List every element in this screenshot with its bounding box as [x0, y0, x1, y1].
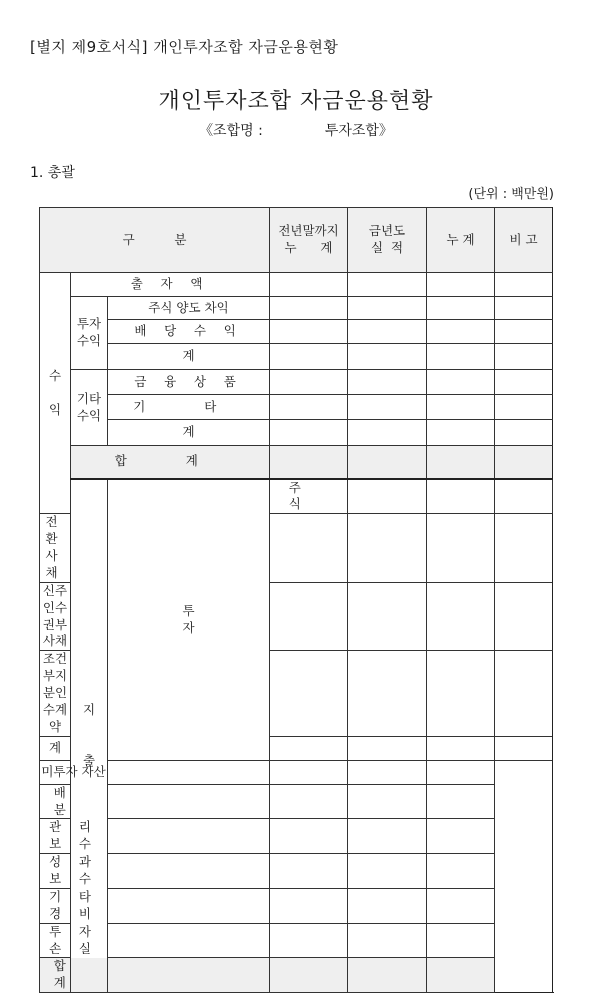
- cell-cumulative[interactable]: [348, 784, 427, 819]
- cell-prev[interactable]: [108, 923, 270, 958]
- cell-cumulative[interactable]: [427, 320, 495, 344]
- income-group-label: 수 익: [40, 273, 71, 514]
- row-label-cb: 전 환 사 채: [40, 514, 71, 583]
- cell-remarks[interactable]: [495, 395, 553, 420]
- cell-current[interactable]: [348, 395, 427, 420]
- cell-prev[interactable]: [270, 297, 348, 320]
- cell-remarks[interactable]: [495, 651, 553, 736]
- table-row: [40, 297, 553, 320]
- cell-remarks[interactable]: [495, 420, 553, 446]
- table-row: [40, 395, 553, 420]
- cell-prev[interactable]: [270, 514, 348, 583]
- expense-invest-group-label: 투 자: [108, 479, 270, 761]
- cell-cumulative[interactable]: [348, 819, 427, 854]
- table-row: [40, 344, 553, 370]
- header-prev-cumulative: 전년말까지 누 계: [270, 208, 348, 273]
- cell-remarks[interactable]: [495, 273, 553, 297]
- table-row: [40, 819, 553, 854]
- cell-cumulative[interactable]: [427, 395, 495, 420]
- union-name-line: [0, 120, 592, 140]
- header-category: 구 분: [40, 208, 270, 273]
- table-row: [40, 760, 553, 784]
- cell-current[interactable]: [348, 344, 427, 370]
- header-row: [40, 208, 553, 273]
- cell-cumulative[interactable]: [427, 344, 495, 370]
- cell-cumulative[interactable]: [427, 736, 495, 760]
- cell-cumulative[interactable]: [348, 760, 427, 784]
- cell-prev[interactable]: [108, 958, 270, 993]
- cell-cumulative[interactable]: [427, 582, 495, 651]
- row-label-investment-loss: 투 자 손 실: [40, 923, 108, 958]
- cell-current[interactable]: [427, 479, 495, 514]
- cell-current[interactable]: [348, 446, 427, 479]
- cell-prev[interactable]: [270, 420, 348, 446]
- row-label-other-expense: 기 타 경 비: [40, 888, 108, 923]
- table-row: [40, 854, 553, 889]
- table-row: [40, 420, 553, 446]
- form-label: [별지 제9호서식] 개인투자조합 자금운용현황: [30, 38, 339, 56]
- cell-prev[interactable]: [270, 273, 348, 297]
- cell-current[interactable]: [348, 320, 427, 344]
- table-row: [40, 273, 553, 297]
- header-current-year: 금년도 실 적: [348, 208, 427, 273]
- cell-remarks[interactable]: [427, 958, 495, 993]
- cell-cumulative[interactable]: [427, 514, 495, 583]
- table-row: [40, 370, 553, 395]
- cell-current[interactable]: [348, 582, 427, 651]
- table-row: [40, 923, 553, 958]
- cell-prev[interactable]: [270, 320, 348, 344]
- cell-remarks[interactable]: [495, 370, 553, 395]
- cell-prev[interactable]: [270, 344, 348, 370]
- row-label-income-total: 합 계: [71, 446, 270, 479]
- cell-current[interactable]: [270, 888, 348, 923]
- cell-current[interactable]: [270, 760, 348, 784]
- cell-current[interactable]: [270, 819, 348, 854]
- cell-current[interactable]: [348, 370, 427, 395]
- cell-cumulative[interactable]: [348, 854, 427, 889]
- fund-status-table: [39, 207, 553, 993]
- cell-prev[interactable]: [270, 370, 348, 395]
- cell-cumulative[interactable]: [427, 420, 495, 446]
- cell-current[interactable]: [348, 273, 427, 297]
- row-label-expense-total: 합 계: [40, 958, 108, 993]
- cell-cumulative[interactable]: [427, 297, 495, 320]
- union-name-suffix: 투자조합》: [324, 123, 393, 139]
- cell-current[interactable]: [348, 420, 427, 446]
- cell-remarks[interactable]: [495, 344, 553, 370]
- cell-prev[interactable]: [270, 446, 348, 479]
- cell-cumulative[interactable]: [348, 923, 427, 958]
- cell-remarks[interactable]: [495, 446, 553, 479]
- row-label-performance-fee: 성 과 보 수: [40, 854, 108, 889]
- cell-current[interactable]: [348, 297, 427, 320]
- cell-remarks[interactable]: [427, 784, 495, 819]
- cell-current[interactable]: [348, 736, 427, 760]
- row-label-invest-subtotal: 계: [40, 736, 71, 760]
- cell-prev[interactable]: [108, 854, 270, 889]
- cell-remarks[interactable]: [427, 760, 495, 784]
- cell-prev[interactable]: [108, 784, 270, 819]
- cell-remarks[interactable]: [495, 736, 553, 760]
- cell-prev[interactable]: [108, 819, 270, 854]
- table-row: [40, 888, 553, 923]
- cell-prev[interactable]: [270, 395, 348, 420]
- row-label-other-subtotal: 계: [108, 420, 270, 446]
- row-label-management-fee: 관 리 보 수: [40, 819, 108, 854]
- expense-group-label: 지 출: [71, 479, 108, 993]
- cell-cumulative[interactable]: [427, 370, 495, 395]
- unit-note: (단위 : 백만원): [468, 187, 554, 202]
- cell-cumulative[interactable]: [348, 958, 427, 993]
- row-label-financial: 금 융 상 품: [108, 370, 270, 395]
- row-label-capital: 출 자 액: [71, 273, 270, 297]
- row-label-stock-gain: 주식 양도 차익: [108, 297, 270, 320]
- header-cumulative: 누 계: [427, 208, 495, 273]
- cell-remarks[interactable]: [495, 297, 553, 320]
- cell-prev[interactable]: [108, 760, 270, 784]
- cell-prev[interactable]: [270, 651, 348, 736]
- cell-current[interactable]: [270, 958, 348, 993]
- income-other-group-label: 기타 수익: [71, 370, 108, 446]
- cell-current[interactable]: [270, 784, 348, 819]
- cell-remarks[interactable]: [495, 582, 553, 651]
- cell-current[interactable]: [270, 854, 348, 889]
- cell-remarks[interactable]: [495, 514, 553, 583]
- cell-current[interactable]: [270, 923, 348, 958]
- cell-remarks[interactable]: [427, 888, 495, 923]
- cell-remarks[interactable]: [427, 923, 495, 958]
- row-label-dividend: 배 당 수 익: [108, 320, 270, 344]
- cell-cumulative[interactable]: [348, 888, 427, 923]
- row-label-bw: 신주인수권부사채: [40, 582, 71, 651]
- section-heading: 1. 총괄: [30, 165, 75, 181]
- income-invest-group-label: 투자 수익: [71, 297, 108, 370]
- table-row: [40, 446, 553, 479]
- header-remarks: 비 고: [495, 208, 553, 273]
- cell-prev[interactable]: [348, 479, 427, 514]
- table-row: [40, 320, 553, 344]
- cell-prev[interactable]: [270, 736, 348, 760]
- row-label-conditional: 조건부지분인수계약: [40, 651, 71, 736]
- cell-cumulative[interactable]: [427, 446, 495, 479]
- cell-current[interactable]: [348, 651, 427, 736]
- cell-remarks[interactable]: [495, 320, 553, 344]
- row-label-other: 기 타: [108, 395, 270, 420]
- cell-prev[interactable]: [108, 888, 270, 923]
- table-row: [40, 784, 553, 819]
- cell-cumulative[interactable]: [495, 479, 553, 514]
- row-label-uninvested: 미투자 자산: [40, 760, 108, 784]
- cell-current[interactable]: [348, 514, 427, 583]
- row-label-stock: 주 식: [270, 479, 348, 514]
- table-row: [40, 958, 553, 993]
- union-name-label: 《조합명 :: [199, 123, 263, 139]
- cell-prev[interactable]: [270, 582, 348, 651]
- cell-cumulative[interactable]: [427, 273, 495, 297]
- cell-remarks[interactable]: [427, 819, 495, 854]
- row-label-invest-subtotal: 계: [108, 344, 270, 370]
- cell-cumulative[interactable]: [427, 651, 495, 736]
- table-row: [40, 479, 553, 514]
- cell-remarks[interactable]: [427, 854, 495, 889]
- page-title: 개인투자조합 자금운용현황: [158, 89, 434, 114]
- row-label-distribution: 배 분: [40, 784, 108, 819]
